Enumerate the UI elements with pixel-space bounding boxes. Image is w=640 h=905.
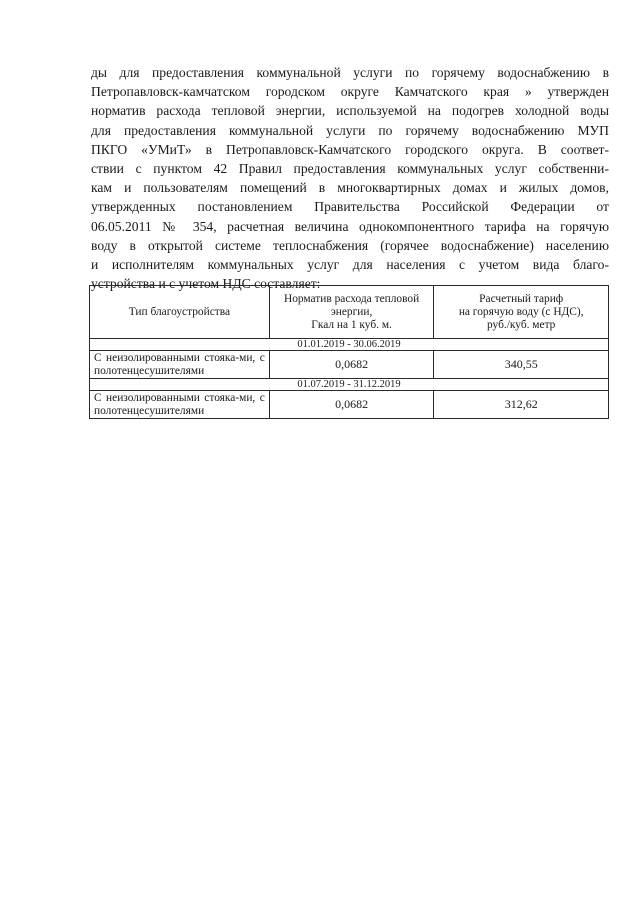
- header-norm-line: Норматив расхода тепловой: [283, 292, 420, 305]
- period-row: [90, 379, 609, 391]
- header-tariff: [434, 286, 609, 339]
- header-norm-line: энергии,: [330, 305, 373, 318]
- body-paragraph: [91, 63, 609, 293]
- header-norm-line: Гкал на 1 куб. м.: [311, 318, 392, 331]
- paragraph-line: ствии с пунктом 42 Правил предоставления коммунальных услуг собственни-: [91, 161, 609, 177]
- table-row: [90, 391, 609, 419]
- table-row: [90, 351, 609, 379]
- paragraph-line: Петропавловск-камчатском городском округе Камчатского края » утвержден: [91, 84, 609, 100]
- paragraph-line: воду в открытой системе теплоснабжения (горячее водоснабжение) населению: [91, 237, 609, 253]
- paragraph-line: для предоставления коммунальной услуги по горячему водоснабжению МУП: [91, 122, 609, 138]
- paragraph-line: 06.05.2011 № 354, расчетная величина однокомпонентного тарифа на горячую: [91, 218, 609, 234]
- paragraph-line: норматив расхода тепловой энергии, используемой на подогрев холодной воды: [91, 103, 609, 119]
- paragraph-line: устройства и с учетом НДС составляет:: [91, 276, 321, 292]
- period-label: 01.07.2019 - 31.12.2019: [90, 379, 609, 391]
- type-cell: С неизолированными стояка-ми, с полотенцесушителями: [90, 391, 270, 419]
- table-header-row: [90, 286, 609, 339]
- norm-cell: 0,0682: [269, 351, 434, 379]
- header-type: Тип благоустройства: [90, 286, 270, 339]
- tariff-table: [89, 285, 609, 419]
- type-cell: С неизолированными стояка-ми, с полотенцесушителями: [90, 351, 270, 379]
- header-tariff-line: на горячую воду (с НДС),: [458, 305, 584, 318]
- paragraph-line: ды для предоставления коммунальной услуги по горячему водоснабжению в: [91, 65, 609, 80]
- paragraph-line: утвержденных постановлением Правительства Российской Федерации от: [91, 199, 609, 215]
- paragraph-line: кам и пользователям помещений в многоквартирных домах и жилых домов,: [91, 180, 609, 196]
- header-tariff-line: руб./куб. метр: [487, 318, 556, 331]
- tariff-cell: 312,62: [434, 391, 609, 419]
- header-tariff-line: Расчетный тариф: [479, 292, 564, 305]
- header-norm: [269, 286, 434, 339]
- period-label: 01.01.2019 - 30.06.2019: [90, 339, 609, 351]
- period-row: [90, 339, 609, 351]
- paragraph-line: и исполнителям коммунальных услуг для населения с учетом вида благо-: [91, 257, 609, 273]
- norm-cell: 0,0682: [269, 391, 434, 419]
- paragraph-line: ПКГО «УМиТ» в Петропавловск-Камчатского городского округа. В соответ-: [91, 141, 609, 157]
- tariff-cell: 340,55: [434, 351, 609, 379]
